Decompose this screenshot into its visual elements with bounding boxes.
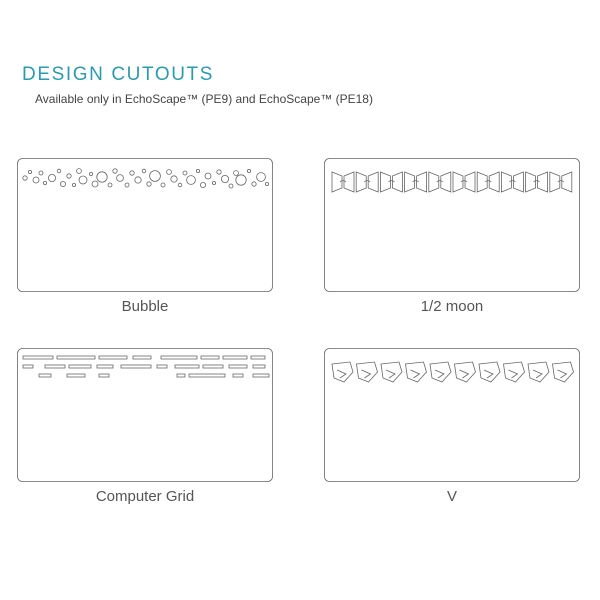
v-cutout [479, 362, 500, 382]
v-caption: V [446, 488, 457, 505]
half-moon-arc [509, 181, 515, 182]
v-cutout [455, 362, 476, 382]
bubble-cutout [212, 181, 215, 184]
grid-bar-cutout [203, 365, 223, 368]
v-cutout-inner [558, 370, 567, 378]
half-moon-arc [364, 181, 370, 182]
bubble-cutout [43, 181, 46, 184]
v-cutout [357, 362, 378, 382]
bubble-cutout [200, 182, 205, 187]
half-moon-arc [558, 181, 564, 182]
bubble-pattern-graphic [17, 158, 273, 292]
half-moon-arc [413, 181, 419, 182]
grid-bar-cutout [99, 374, 109, 377]
grid-bar-cutout [99, 356, 127, 359]
v-cutout [332, 362, 353, 382]
v-cutout-inner [460, 370, 469, 378]
grid-bar-cutout [157, 365, 167, 368]
bubble-cutout [79, 176, 87, 184]
v-cutout-inner [509, 370, 518, 378]
half-moon-arc [340, 181, 346, 182]
bubble-cutout [135, 177, 141, 183]
bubble-cutout [196, 169, 199, 172]
grid-bar-cutout [189, 374, 225, 377]
grid-bar-cutout [175, 365, 199, 368]
half-moon-arc [437, 181, 443, 182]
bubble-cutout [23, 176, 27, 180]
computer-grid-caption: Computer Grid [95, 488, 195, 505]
v-cutout-inner [435, 370, 444, 378]
bubble-cutout [67, 174, 71, 178]
grid-bar-cutout [45, 365, 65, 368]
half-moon-panel [324, 158, 580, 292]
bubble-cutout [221, 175, 228, 182]
grid-bar-cutout [251, 356, 265, 359]
half-moon-arc [461, 181, 467, 182]
bubble-cutout [142, 169, 146, 173]
computer-grid-pattern-graphic [17, 348, 273, 482]
bubble-cutout [39, 171, 43, 175]
bubble-cutout [178, 183, 182, 187]
bubble-cutout [171, 176, 177, 182]
bubble-cutout [89, 172, 92, 175]
grid-bar-cutout [233, 374, 243, 377]
grid-bar-cutout [67, 374, 85, 377]
bubble-cutout [60, 181, 65, 186]
v-pattern-graphic [324, 348, 580, 482]
v-cutout-inner [411, 370, 420, 378]
bubble-panel [17, 158, 273, 292]
grid-bar-cutout [23, 356, 53, 359]
bubble-cutout [147, 182, 151, 186]
bubble-cutout [125, 183, 129, 187]
half-moon-arc [388, 181, 394, 182]
bubble-cutout [217, 170, 221, 174]
bubble-cutout [33, 177, 39, 183]
bubble-cutout [236, 175, 246, 185]
bubble-cutout [77, 169, 82, 174]
v-cutout [381, 362, 402, 382]
v-cutout-inner [362, 370, 371, 378]
grid-bar-cutout [201, 356, 219, 359]
v-cutout-inner [337, 370, 346, 378]
grid-bar-cutout [39, 374, 51, 377]
computer-grid-panel [17, 348, 273, 482]
v-cutout [553, 362, 574, 382]
v-cutout [528, 362, 549, 382]
v-panel [324, 348, 580, 482]
bubble-cutout [183, 171, 187, 175]
bubble-cutout [92, 181, 98, 187]
bubble-cutout [247, 169, 250, 172]
bubble-caption: Bubble [121, 298, 169, 315]
bubble-cutout [229, 184, 233, 188]
bubble-cutout [161, 183, 165, 187]
v-cutout-inner [533, 370, 542, 378]
bubble-cutout [28, 170, 31, 173]
bubble-cutout [48, 174, 55, 181]
bubble-cutout [113, 169, 117, 173]
page-subtitle: Available only in EchoScape™ (PE9) and EchoScape™ (PE18) [35, 92, 373, 106]
grid-bar-cutout [69, 365, 91, 368]
bubble-cutout [205, 173, 211, 179]
grid-bar-cutout [97, 365, 113, 368]
grid-bar-cutout [253, 365, 265, 368]
grid-bar-cutout [23, 365, 33, 368]
bubble-cutout [257, 173, 266, 182]
bubble-cutout [72, 183, 75, 186]
grid-bar-cutout [121, 365, 151, 368]
grid-bar-cutout [177, 374, 185, 377]
grid-bar-cutout [57, 356, 95, 359]
v-cutout-inner [386, 370, 395, 378]
grid-bar-cutout [229, 365, 247, 368]
half-moon-pattern-graphic [324, 158, 580, 292]
bubble-cutout [167, 170, 172, 175]
grid-bar-cutout [253, 374, 269, 377]
bubble-cutout [265, 182, 268, 185]
bubble-cutout [130, 171, 134, 175]
bubble-cutout [150, 171, 161, 182]
page-title: DESIGN CUTOUTS [22, 64, 215, 85]
half-moon-caption: 1/2 moon [420, 298, 484, 315]
bubble-cutout [97, 172, 107, 182]
v-cutout-inner [484, 370, 493, 378]
grid-bar-cutout [223, 356, 247, 359]
v-cutout [406, 362, 427, 382]
grid-bar-cutout [133, 356, 151, 359]
grid-bar-cutout [161, 356, 197, 359]
bubble-cutout [252, 182, 256, 186]
bubble-cutout [57, 169, 61, 173]
bubble-cutout [108, 183, 112, 187]
bubble-cutout [117, 175, 124, 182]
half-moon-arc [534, 181, 540, 182]
half-moon-arc [485, 181, 491, 182]
bubble-cutout [187, 176, 196, 185]
bubble-cutout [234, 171, 239, 176]
v-cutout [504, 362, 525, 382]
v-cutout [430, 362, 451, 382]
